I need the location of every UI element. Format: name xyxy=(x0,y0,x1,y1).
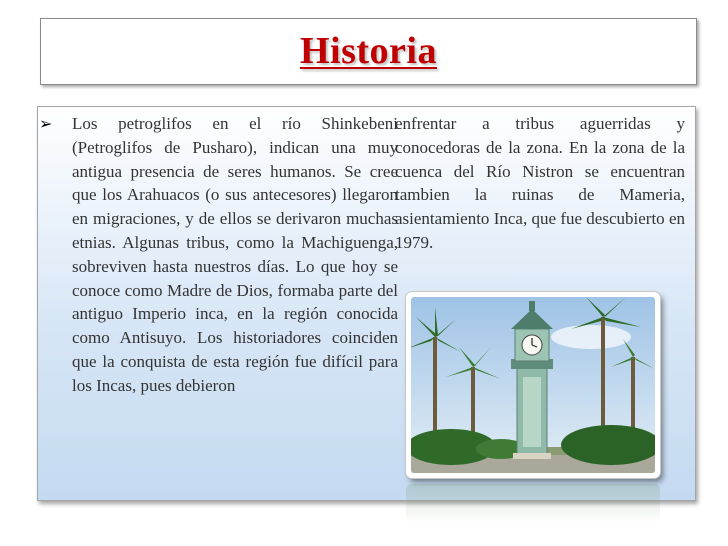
right-column xyxy=(395,112,685,255)
right-paragraph: enfrentar a tribus aguerridas y conocedoras de la zona. En la zona de la cuenca del Río Nistron se encuentran tambien la ruinas de Mameria, asientamiento Inca, que fue descubierto en 1979. xyxy=(395,114,685,252)
clock-tower-photo xyxy=(406,292,660,478)
left-paragraph: Los petroglifos en el río Shinkebeni (Petroglifos de Pusharo), indican una muy antigua presencia de seres humanos. Se cree que los Arahuacos (o sus antecesores) llegaron en migraciones, y de ellos se derivaron muchas etnias. Algunas tribus, como la Machiguenga, sobreviven hasta nuestros días. Lo que hoy se conoce como Madre de Dios, formaba parte del antiguo Imperio inca, en la región conocida como Antisuyo. Los historiadores coinciden que la conquista de esta región fue difícil para los Incas, pues debieron xyxy=(72,114,398,395)
arrow-bullet-icon: ➢ xyxy=(39,116,53,133)
photo-reflection xyxy=(406,484,660,524)
left-column xyxy=(39,112,398,398)
slide-title: Historia xyxy=(300,30,437,72)
title-box xyxy=(40,18,697,85)
